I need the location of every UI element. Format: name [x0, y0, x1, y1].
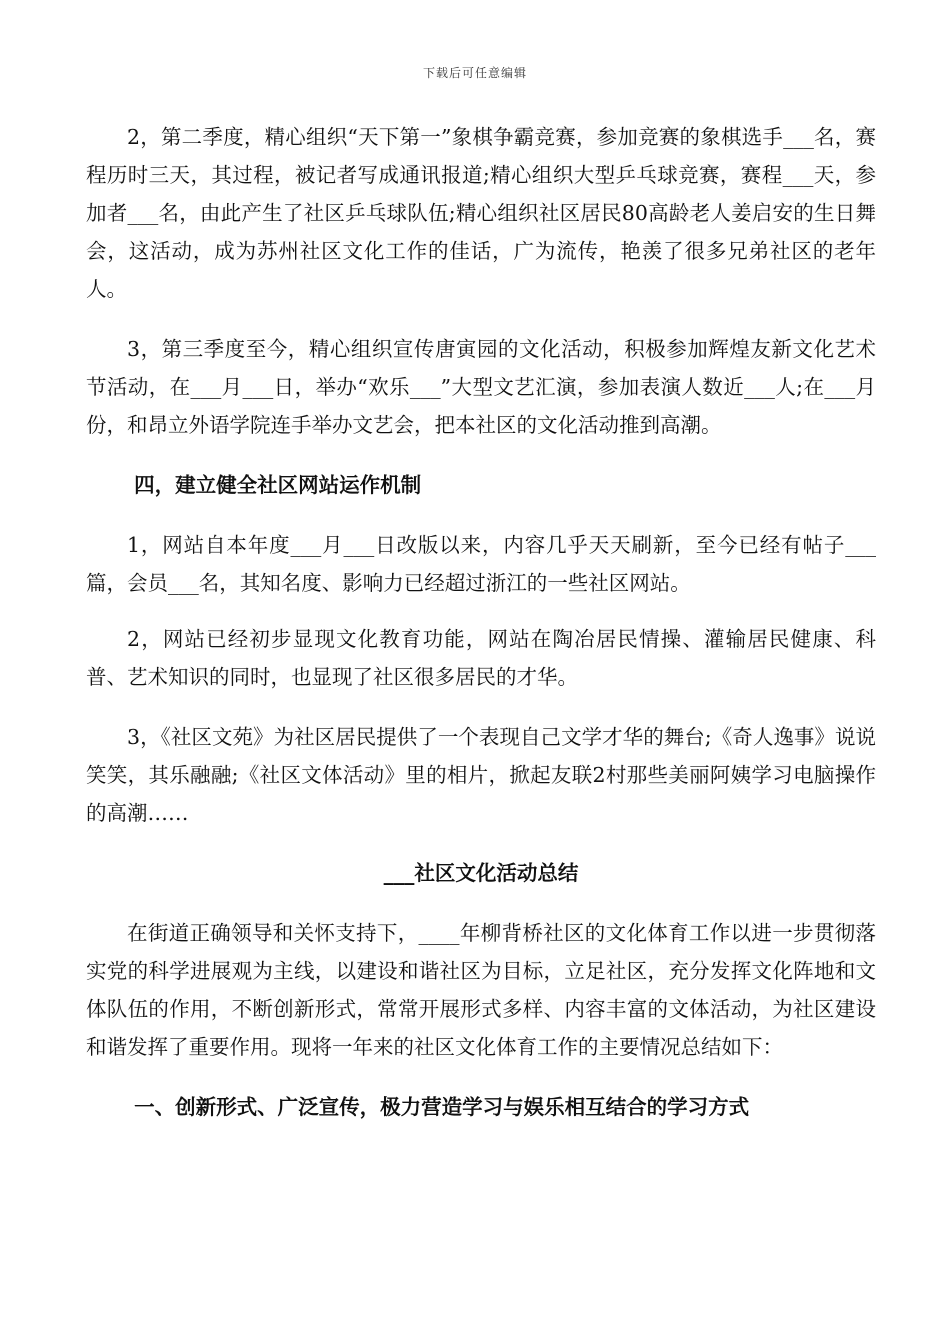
document-body — [86, 118, 876, 1148]
paragraph-website-columns: 3，《社区文苑》为社区居民提供了一个表现自己文学才华的舞台;《奇人逸事》说说笑笑，其乐融融;《社区文体活动》里的相片，掀起友联2村那些美丽阿姨学习电脑操作的高潮…… — [86, 725, 876, 825]
section-heading-innovation: 一、创新形式、广泛宣传，极力营造学习与娱乐相互结合的学习方式 — [134, 1095, 750, 1119]
paragraph-q2-activities: 2，第二季度，精心组织“天下第一”象棋争霸竞赛，参加竞赛的象棋选手___名，赛程历时三天，其过程，被记者写成通讯报道;精心组织大型乒乓球竞赛，赛程___天，参加者___名，由此产生了社区乒乓球队伍;精心组织社区居民80高龄老人姜启安的生日舞会，这活动，成为苏州社区文化工作的佳话，广为流传，艳羡了很多兄弟社区的老年人。 — [86, 125, 876, 301]
document-title: ___社区文化活动总结 — [383, 861, 579, 885]
paragraph-website-update: 1，网站自本年度___月___日改版以来，内容几乎天天刷新，至今已经有帖子___篇，会员___名，其知名度、影响力已经超过浙江的一些社区网站。 — [86, 533, 876, 595]
paragraph-introduction: 在街道正确领导和关怀支持下，____年柳背桥社区的文化体育工作以进一步贯彻落实党的科学进展观为主线，以建设和谐社区为目标，立足社区，充分发挥文化阵地和文体队伍的作用，不断创新形式，常常开展形式多样、内容丰富的文体活动，为社区建设和谐发挥了重要作用。现将一年来的社区文化体育工作的主要情况总结如下： — [86, 921, 876, 1059]
page-header: 下载后可任意编辑 — [422, 66, 527, 80]
section-heading-website: 四，建立健全社区网站运作机制 — [134, 473, 422, 497]
paragraph-q3-activities: 3，第三季度至今，精心组织宣传唐寅园的文化活动，积极参加辉煌友新文化艺术节活动，在___月___日，举办“欢乐___”大型文艺汇演，参加表演人数近___人;在___月份，和昂立外语学院连手举办文艺会，把本社区的文化活动推到高潮。 — [86, 337, 876, 437]
paragraph-website-education: 2，网站已经初步显现文化教育功能，网站在陶冶居民情操、灌输居民健康、科普、艺术知识的同时，也显现了社区很多居民的才华。 — [86, 627, 876, 689]
